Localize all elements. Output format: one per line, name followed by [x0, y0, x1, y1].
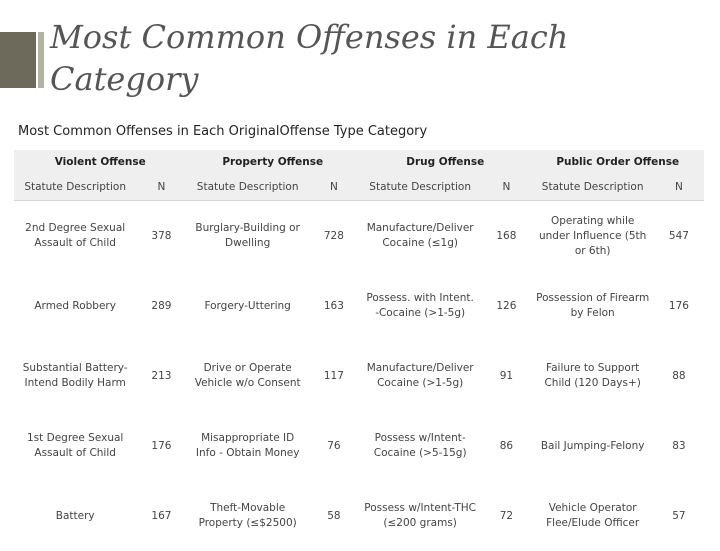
- group-header-violent: Violent Offense: [14, 150, 186, 174]
- property-count-cell: 76: [327, 439, 341, 452]
- title-accent-stripe: [38, 32, 44, 88]
- column-header-count: N: [309, 174, 359, 201]
- property-description-cell: Misappropriate ID Info - Obtain Money: [195, 432, 300, 459]
- drug-description-cell: Manufacture/Deliver Cocaine (≤1g): [366, 222, 474, 249]
- property-description-cell: Theft-Movable Property (≤$2500): [198, 502, 297, 529]
- drug-description-cell: Manufacture/Deliver Cocaine (>1-5g): [366, 362, 474, 389]
- violent-description-cell: Battery: [55, 509, 95, 522]
- drug-count-cell: 168: [496, 229, 517, 242]
- violent-count-cell: 378: [151, 229, 172, 242]
- table-row: [14, 411, 704, 481]
- group-header-public-order: Public Order Offense: [531, 150, 704, 174]
- public-order-description-cell: Possession of Firearm by Felon: [536, 292, 650, 319]
- public-order-count-cell: 176: [668, 299, 689, 312]
- violent-count-cell: 213: [151, 369, 172, 382]
- public-order-description-cell: Operating while under Influence (5th or 6th): [538, 214, 647, 257]
- drug-description-cell: Possess w/Intent-THC (≤200 grams): [364, 502, 477, 529]
- violent-description-cell: Armed Robbery: [34, 299, 116, 312]
- table-row: [14, 341, 704, 411]
- public-order-description-cell: Vehicle Operator Flee/Elude Officer: [546, 502, 640, 529]
- property-description-cell: Burglary-Building or Dwelling: [195, 222, 300, 249]
- offenses-table: [14, 150, 704, 551]
- public-order-count-cell: 57: [672, 509, 686, 522]
- title-accent-bar: [0, 32, 36, 88]
- table-caption: Most Common Offenses in Each OriginalOffense Type Category: [18, 124, 428, 139]
- column-header-description: Statute Description: [531, 174, 653, 201]
- table-row: [14, 201, 704, 272]
- table-row: [14, 481, 704, 551]
- column-header-description: Statute Description: [359, 174, 481, 201]
- group-header-drug: Drug Offense: [359, 150, 532, 174]
- property-description-cell: Drive or Operate Vehicle w/o Consent: [194, 362, 301, 389]
- public-order-description-cell: Bail Jumping-Felony: [540, 439, 645, 452]
- column-header-count: N: [136, 174, 186, 201]
- drug-count-cell: 86: [499, 439, 514, 452]
- sub-header-row: [14, 174, 704, 201]
- column-header-description: Statute Description: [186, 174, 308, 201]
- property-count-cell: 58: [327, 509, 341, 522]
- column-header-count: N: [654, 174, 704, 201]
- property-description-cell: Forgery-Uttering: [204, 299, 291, 312]
- property-count-cell: 163: [323, 299, 344, 312]
- property-count-cell: 117: [323, 369, 344, 382]
- violent-count-cell: 289: [151, 299, 172, 312]
- public-order-description-cell: Failure to Support Child (120 Days+): [544, 362, 641, 389]
- column-header-count: N: [481, 174, 531, 201]
- group-header-property: Property Offense: [186, 150, 359, 174]
- violent-count-cell: 176: [151, 439, 172, 452]
- violent-description-cell: Substantial Battery-Intend Bodily Harm: [22, 362, 128, 389]
- property-count-cell: 728: [323, 229, 344, 242]
- violent-count-cell: 167: [151, 509, 172, 522]
- slide-title: Most Common Offenses in Each Category: [50, 18, 569, 98]
- public-order-count-cell: 83: [672, 439, 686, 452]
- drug-count-cell: 72: [499, 509, 514, 522]
- public-order-count-cell: 547: [668, 229, 689, 242]
- drug-description-cell: Possess w/Intent-Cocaine (>5-15g): [373, 432, 467, 459]
- public-order-count-cell: 88: [672, 369, 686, 382]
- drug-count-cell: 91: [499, 369, 514, 382]
- group-header-row: [14, 150, 704, 174]
- drug-count-cell: 126: [496, 299, 517, 312]
- table-row: [14, 271, 704, 341]
- column-header-description: Statute Description: [14, 174, 136, 201]
- violent-description-cell: 2nd Degree Sexual Assault of Child: [25, 222, 126, 249]
- drug-description-cell: Possess. with Intent. -Cocaine (>1-5g): [366, 292, 474, 319]
- violent-description-cell: 1st Degree Sexual Assault of Child: [27, 432, 124, 459]
